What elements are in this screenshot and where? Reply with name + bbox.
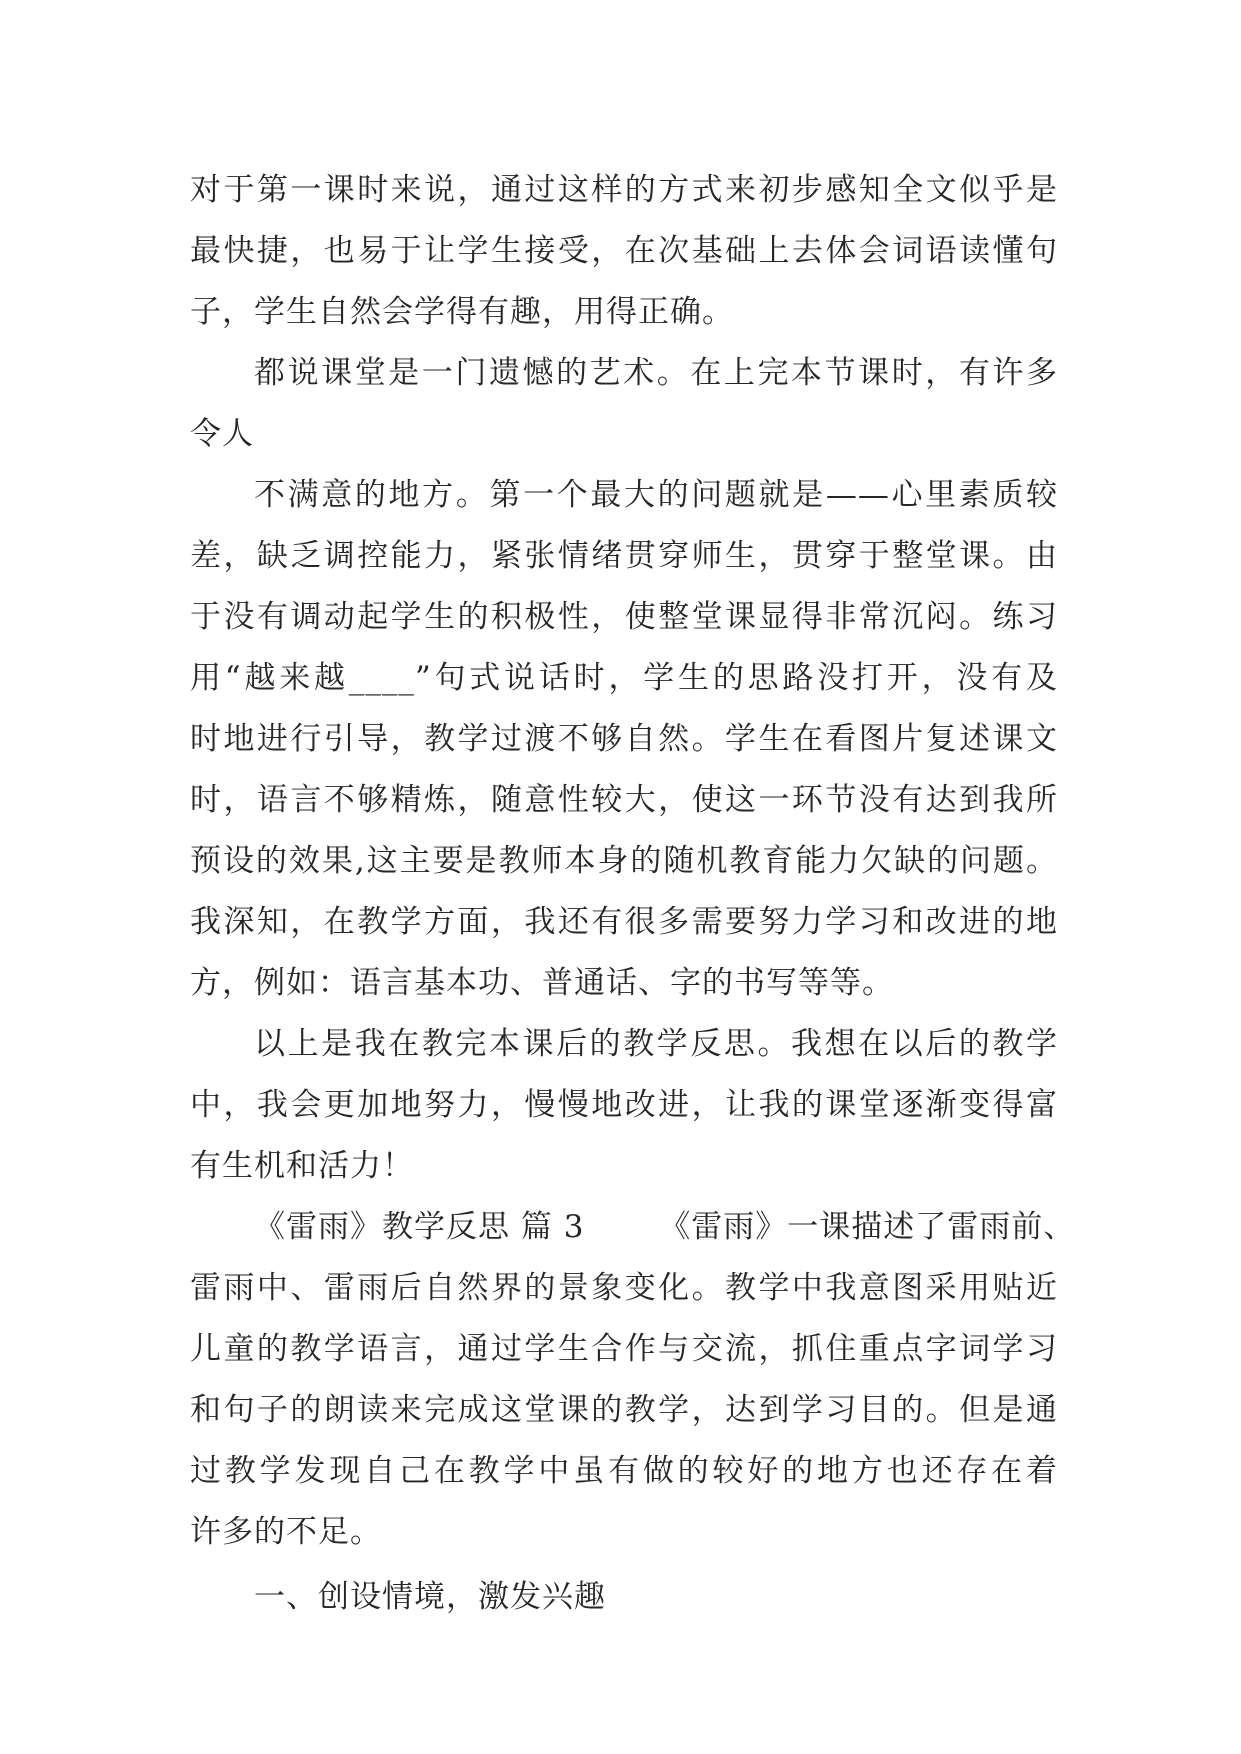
paragraph-6 [190,1567,1058,1628]
text-line: 和句子的朗读来完成这堂课的教学，达到学习目的。但是通 [190,1392,1058,1428]
subheading-line: 一、创设情境，激发兴趣 [254,1579,606,1615]
text-line: 于没有调动起学生的积极性，使整堂课显得非常沉闷。练习 [190,599,1058,635]
text-line: 对于第一课时来说，通过这样的方式来初步感知全文似乎是 [190,172,1058,208]
text-line: 以上是我在教完本课后的教学反思。我想在以后的教学 [254,1026,1058,1062]
text-line: 我深知，在教学方面，我还有很多需要努力学习和改进的地 [190,904,1058,940]
text-line: 儿童的教学语言，通过学生合作与交流，抓住重点字词学习 [190,1331,1058,1367]
text-line: 时地进行引导，教学过渡不够自然。学生在看图片复述课文 [190,721,1058,757]
text-line: 有生机和活力！ [190,1148,414,1184]
text-line: 都说课堂是一门遗憾的艺术。在上完本节课时，有许多 [254,355,1058,391]
text-line: 预设的效果,这主要是教师本身的随机教育能力欠缺的问题。 [190,843,1058,879]
text-line: 方，例如：语言基本功、普通话、字的书写等等。 [190,965,894,1001]
text-line: 时，语言不够精炼，随意性较大，使这一环节没有达到我所 [190,782,1058,818]
text-line: 雷雨中、雷雨后自然界的景象变化。教学中我意图采用贴近 [190,1270,1058,1306]
paragraph-1 [190,160,1058,343]
text-line: 最快捷，也易于让学生接受，在次基础上去体会词语读懂句 [190,233,1058,269]
document-page [190,160,1076,1628]
text-line: 差，缺乏调控能力，紧张情绪贯穿师生，贯穿于整堂课。由 [190,538,1058,574]
paragraph-4 [190,1014,1058,1197]
text-line: 令人 [190,416,254,452]
section-heading-line: 《雷雨》教学反思 篇 3 《雷雨》一课描述了雷雨前、 [254,1209,1076,1245]
paragraph-5 [190,1197,1076,1563]
paragraph-2 [190,343,1058,465]
text-line: 子，学生自然会学得有趣，用得正确。 [190,294,734,330]
text-line: 用“越来越____”句式说话时，学生的思路没打开，没有及 [190,660,1058,696]
text-line: 中，我会更加地努力，慢慢地改进，让我的课堂逐渐变得富 [190,1087,1058,1123]
text-line: 许多的不足。 [190,1514,382,1550]
paragraph-3 [190,465,1058,1014]
text-line: 不满意的地方。第一个最大的问题就是——心里素质较 [254,477,1058,513]
text-line: 过教学发现自己在教学中虽有做的较好的地方也还存在着 [190,1453,1058,1489]
